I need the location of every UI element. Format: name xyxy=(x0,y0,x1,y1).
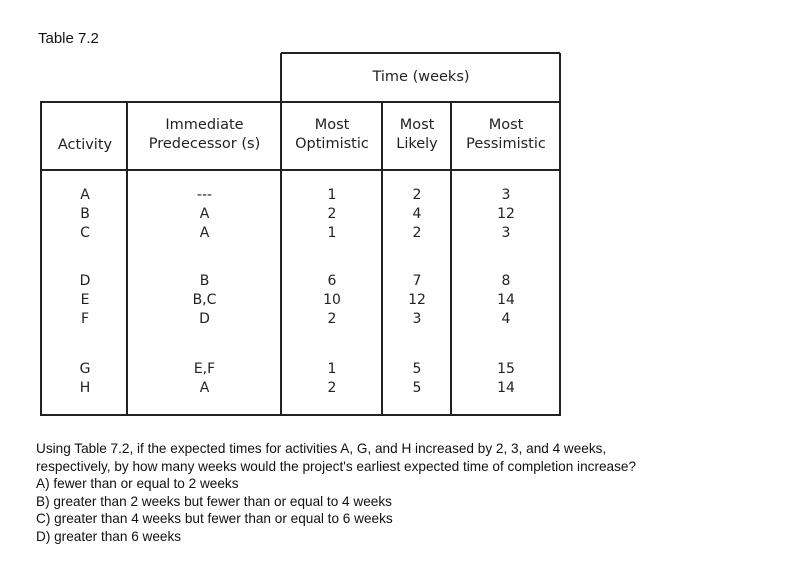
likely-header xyxy=(383,116,451,154)
pessimistic-cell: 14 xyxy=(497,380,515,396)
answer-option-c: C) greater than 4 weeks but fewer than or equal to 6 weeks xyxy=(36,511,393,527)
group3-pessimistic xyxy=(452,360,560,398)
group3-activities xyxy=(42,360,128,398)
time-weeks-header: Time (weeks) xyxy=(372,69,470,85)
activity-cell: H xyxy=(79,380,91,396)
likely-header-line1: Most xyxy=(399,117,435,133)
group1-predecessors xyxy=(128,186,281,243)
likely-cell: 7 xyxy=(412,273,422,289)
likely-cell: 5 xyxy=(412,380,422,396)
optimistic-cell: 10 xyxy=(323,292,341,308)
likely-cell: 3 xyxy=(412,311,422,327)
predecessor-header xyxy=(128,116,281,154)
group3-likely xyxy=(383,360,451,398)
pessimistic-cell: 3 xyxy=(501,225,511,241)
group2-activities xyxy=(42,272,128,329)
answer-option-d: D) greater than 6 weeks xyxy=(36,528,182,544)
pessimistic-cell: 14 xyxy=(497,292,515,308)
likely-cell: 5 xyxy=(412,361,422,377)
table-caption: Table 7.2 xyxy=(38,30,99,47)
activity-cell: A xyxy=(80,187,90,203)
question-text-line1: Using Table 7.2, if the expected times for activities A, G, and H increased by 2, 3, and 4 weeks, xyxy=(36,441,607,456)
activity-cell: F xyxy=(80,311,90,327)
optimistic-cell: 1 xyxy=(327,187,337,203)
likely-cell: 2 xyxy=(412,187,422,203)
predecessor-cell: E,F xyxy=(193,361,216,377)
question-block xyxy=(36,440,776,546)
pessimistic-header-line1: Most xyxy=(488,117,524,133)
group1-optimistic xyxy=(282,186,382,243)
activity-cell: G xyxy=(79,361,91,377)
predecessor-cell: B,C xyxy=(192,292,217,308)
group1-pessimistic xyxy=(452,186,560,243)
optimistic-cell: 2 xyxy=(327,380,337,396)
pessimistic-cell: 15 xyxy=(497,361,515,377)
likely-header-line2: Likely xyxy=(396,136,438,152)
pessimistic-cell: 4 xyxy=(501,311,511,327)
activity-cell: E xyxy=(80,292,90,308)
optimistic-cell: 1 xyxy=(327,361,337,377)
predecessor-cell: B xyxy=(199,273,210,289)
predecessor-cell: A xyxy=(199,225,210,241)
predecessor-cell: --- xyxy=(196,187,213,203)
pessimistic-cell: 8 xyxy=(501,273,511,289)
group1-activities xyxy=(42,186,128,243)
group3-predecessors xyxy=(128,360,281,398)
optimistic-header-line2: Optimistic xyxy=(295,136,369,152)
predecessor-cell: D xyxy=(199,311,210,327)
question-text-line2: respectively, by how many weeks would the project's earliest expected time of completion increase? xyxy=(36,458,637,474)
pessimistic-cell: 3 xyxy=(501,187,511,203)
group2-pessimistic xyxy=(452,272,560,329)
activity-cell: D xyxy=(79,273,91,289)
predecessor-cell: A xyxy=(199,206,210,222)
activity-cell: C xyxy=(80,225,90,241)
group3-optimistic xyxy=(282,360,382,398)
pessimistic-header-line2: Pessimistic xyxy=(466,136,546,152)
likely-cell: 4 xyxy=(412,206,422,222)
group2-likely xyxy=(383,272,451,329)
activity-table xyxy=(40,52,561,416)
answer-option-b: B) greater than 2 weeks but fewer than or equal to 4 weeks xyxy=(36,493,392,509)
activity-header: Activity xyxy=(57,137,113,153)
group2-optimistic xyxy=(282,272,382,329)
group1-likely xyxy=(383,186,451,243)
group2-predecessors xyxy=(128,272,281,329)
answer-option-a: A) fewer than or equal to 2 weeks xyxy=(36,476,239,492)
optimistic-cell: 2 xyxy=(327,311,337,327)
optimistic-cell: 2 xyxy=(327,206,337,222)
optimistic-header-line1: Most xyxy=(314,117,350,133)
predecessor-header-line1: Immediate xyxy=(165,117,244,133)
likely-cell: 2 xyxy=(412,225,422,241)
optimistic-cell: 1 xyxy=(327,225,337,241)
likely-cell: 12 xyxy=(408,292,426,308)
activity-cell: B xyxy=(80,206,90,222)
pessimistic-header xyxy=(452,116,560,154)
optimistic-cell: 6 xyxy=(327,273,337,289)
predecessor-cell: A xyxy=(199,380,210,396)
pessimistic-cell: 12 xyxy=(497,206,515,222)
optimistic-header xyxy=(282,116,382,154)
predecessor-header-line2: Predecessor (s) xyxy=(148,136,261,152)
